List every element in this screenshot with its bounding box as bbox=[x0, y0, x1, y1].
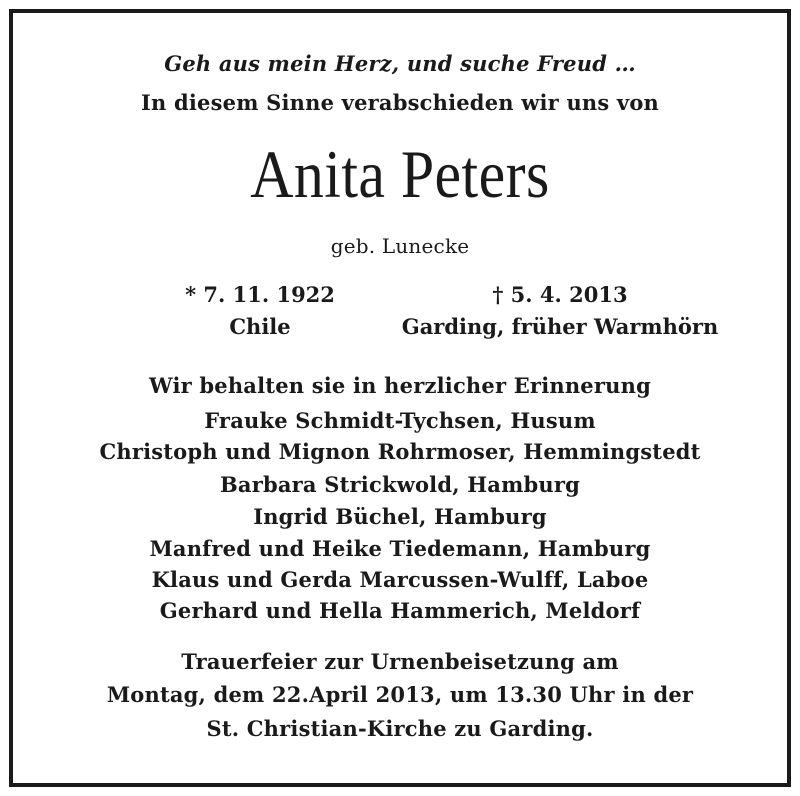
mourner-name: Manfred und Heike Tiedemann, Hamburg bbox=[149, 536, 651, 561]
mourner-name: Barbara Strickwold, Hamburg bbox=[219, 472, 581, 497]
mourner-name: Ingrid Büchel, Hamburg bbox=[253, 504, 547, 529]
ceremony-line: Trauerfeier zur Urnenbeisetzung am bbox=[181, 649, 619, 674]
mourner-name: Christoph und Mignon Rohrmoser, Hemmingstedt bbox=[99, 439, 701, 464]
maiden-name: geb. Lunecke bbox=[330, 234, 470, 258]
hymn-quote: Geh aus mein Herz, und suche Freud … bbox=[164, 51, 636, 76]
mourner-name: Frauke Schmidt-Tychsen, Husum bbox=[204, 408, 596, 433]
mourner-name: Gerhard und Hella Hammerich, Meldorf bbox=[159, 598, 641, 623]
ceremony-line: Montag, dem 22.April 2013, um 13.30 Uhr in der bbox=[106, 682, 694, 707]
mourners-intro: Wir behalten sie in herzlicher Erinnerung bbox=[149, 373, 651, 398]
death-place: Garding, früher Warmhörn bbox=[401, 314, 719, 339]
farewell-intro: In diesem Sinne verabschieden wir uns von bbox=[140, 90, 660, 115]
ceremony-line: St. Christian-Kirche zu Garding. bbox=[206, 716, 594, 741]
death-date: † 5. 4. 2013 bbox=[492, 282, 628, 307]
mourner-name: Klaus und Gerda Marcussen-Wulff, Laboe bbox=[151, 567, 649, 592]
birth-place: Chile bbox=[229, 314, 291, 339]
birth-date: * 7. 11. 1922 bbox=[185, 282, 335, 307]
deceased-name: Anita Peters bbox=[250, 136, 550, 212]
